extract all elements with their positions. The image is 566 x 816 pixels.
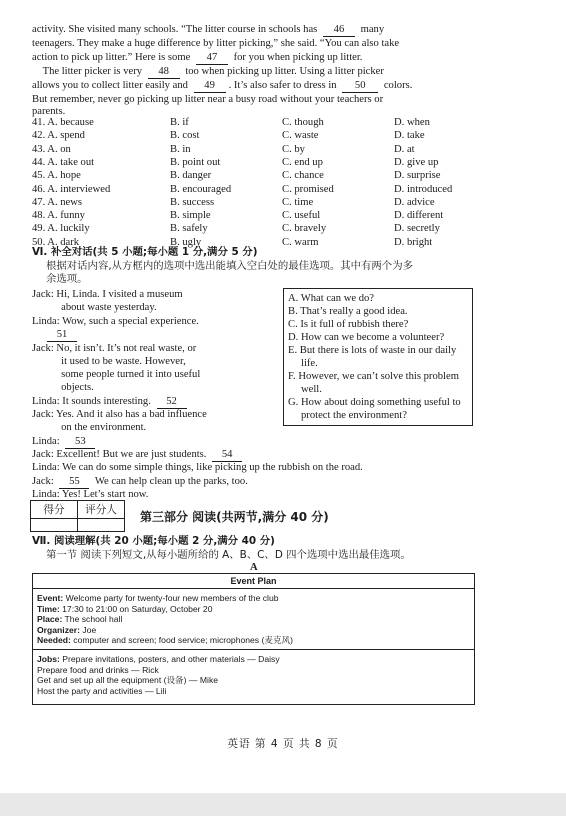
passage-line: allows you to collect litter easily and 49 . It’s also safer to dress in 50 colors. (32, 80, 413, 91)
option-row-47: 47. A. news (32, 196, 83, 208)
option-row-41: 41. A. because (32, 117, 94, 128)
choice-F: F. However, we can’t solve this problem (288, 371, 459, 382)
option-row-46: 46. A. interviewed (32, 183, 111, 195)
time-label: Time: (37, 603, 60, 614)
option-row-50: 50. A. dark (32, 236, 80, 248)
needed-value: computer and screen; food service; microphones (麦克风) (70, 635, 294, 646)
job-1: Prepare invitations, posters, and other materials — Daisy (59, 653, 280, 664)
place-value: The school hall (62, 614, 123, 625)
blank-53: 53 (65, 435, 95, 449)
organizer-row (37, 625, 470, 636)
choices-box (283, 288, 473, 426)
score-cell (31, 519, 78, 532)
option-row-49: 49. A. luckily (32, 223, 90, 235)
dialogue-line (44, 328, 80, 342)
dialogue-line: about waste yesterday. (32, 302, 157, 313)
dialogue-line: Linda: We can do some simple things, like picking up the rubbish on the road. (32, 462, 363, 473)
passage-line: action to pick up litter.” Here is some 47 for you when picking up litter. (32, 52, 363, 63)
option-c: C. chance (282, 170, 324, 182)
option-b: B. ugly (170, 236, 202, 248)
option-d: D. give up (394, 156, 439, 168)
blank-55: 55 (59, 475, 89, 489)
option-c: C. warm (282, 236, 319, 248)
dialogue-line: Jack: Yes. And it also has a bad influence (32, 409, 207, 420)
option-b: B. safely (170, 223, 208, 235)
option-row-44: 44. A. take out (32, 156, 95, 168)
needed-label: Needed: (37, 635, 71, 646)
needed-row (37, 635, 470, 646)
part-3-heading: 第三部分 阅读(共两节,满分 40 分) (140, 510, 329, 524)
passage-line: The litter picker is very 48 too when picking up litter. Using a litter picker (32, 66, 384, 77)
passage-line: activity. She visited many schools. “The litter course in schools has 46 many (32, 24, 385, 35)
place-label: Place: (37, 614, 63, 625)
blank-51: 51 (47, 328, 77, 342)
dialogue-line: Linda: Wow, such a special experience. (32, 316, 199, 327)
scan-edge (0, 793, 566, 816)
section-6-instruction-cont: 余选项。 (46, 273, 88, 285)
option-d: D. secretly (394, 223, 440, 235)
blank-47: 47 (196, 51, 228, 65)
passage-line: teenagers. They make a huge difference by litter picking,” she said. “You can also take (32, 38, 400, 49)
option-d: D. advice (394, 196, 435, 208)
section-7-instruction: 第一节 阅读下列短文,从每小题所给的 A、B、C、D 四个选项中选出最佳选项。 (46, 549, 411, 561)
choice-G: G. How about doing something useful to (288, 397, 461, 408)
dialogue-line: some people turned it into useful (32, 369, 201, 380)
option-b: B. danger (170, 170, 212, 182)
option-row-45: 45. A. hope (32, 170, 81, 182)
passage-letter: A (250, 562, 258, 573)
option-d: D. introduced (394, 183, 453, 195)
job-4: Host the party and activities — Lili (37, 685, 167, 696)
event-plan-table (32, 573, 475, 705)
dialogue-line: Jack: No, it isn’t. It’s not real waste, or (32, 343, 197, 354)
option-b: B. if (170, 117, 189, 128)
option-b: B. simple (170, 210, 211, 222)
choice-E: E. But there is lots of waste in our daily (288, 345, 457, 356)
dialogue-line: Jack: 55 We can help clean up the parks, too. (32, 476, 248, 487)
place-row (37, 614, 470, 625)
choice-G-cont: protect the environment? (301, 410, 407, 421)
blank-48: 48 (148, 65, 180, 79)
option-d: D. take (394, 130, 425, 142)
section-6-heading: Ⅵ. 补全对话(共 5 小题;每小题 1 分,满分 5 分) (32, 246, 258, 258)
option-c: C. though (282, 117, 324, 128)
choice-E-cont: life. (301, 358, 318, 369)
choice-A: A. What can we do? (288, 293, 374, 304)
score-box (30, 500, 125, 532)
option-c: C. waste (282, 130, 319, 142)
blank-54: 54 (212, 448, 242, 462)
dialogue-line: Jack: Excellent! But we are just students. 54 (32, 448, 245, 462)
option-b: B. in (170, 143, 191, 155)
option-d: D. bright (394, 236, 433, 248)
event-row (37, 593, 470, 604)
section-7-heading: Ⅶ. 阅读理解(共 20 小题;每小题 2 分,满分 40 分) (32, 535, 275, 547)
grader-cell (78, 519, 125, 532)
option-b: B. encouraged (170, 183, 232, 195)
passage-line: parents. (32, 106, 66, 117)
blank-46: 46 (323, 23, 355, 37)
option-row-43: 43. A. on (32, 143, 71, 155)
option-d: D. when (394, 117, 430, 128)
dialogue-line: Jack: Hi, Linda. I visited a museum (32, 289, 183, 300)
option-c: C. by (282, 143, 305, 155)
job-2: Prepare food and drinks — Rick (37, 664, 159, 675)
time-value: 17:30 to 21:00 on Saturday, October 20 (59, 603, 213, 614)
option-c: C. promised (282, 183, 334, 195)
dialogue-line: Linda: It sounds interesting. 52 (32, 395, 190, 409)
blank-50: 50 (342, 79, 378, 93)
dialogue-line: it used to be waste. However, (32, 356, 186, 367)
blank-49: 49 (194, 79, 226, 93)
option-c: C. end up (282, 156, 323, 168)
event-label: Event: (37, 593, 64, 603)
option-c: C. time (282, 196, 314, 208)
dialogue-line: on the environment. (32, 422, 147, 433)
score-label: 得分 (31, 501, 78, 519)
option-c: C. useful (282, 210, 321, 222)
choice-D: D. How can we become a volunteer? (288, 332, 445, 343)
grader-label: 评分人 (78, 501, 125, 519)
choice-C: C. Is it full of rubbish there? (288, 319, 409, 330)
page-footer: 英语 第 4 页 共 8 页 (227, 738, 339, 750)
dialogue-line: Linda: 53 (32, 435, 98, 449)
dialogue-line: Linda: Yes! Let’s start now. (32, 489, 149, 500)
jobs-label: Jobs: (37, 653, 60, 664)
jobs-row (37, 654, 470, 665)
organizer-label: Organizer: (37, 624, 80, 635)
option-b: B. success (170, 196, 215, 208)
event-value: Welcome party for twenty-four new members of the club (63, 593, 279, 603)
choice-F-cont: well. (301, 384, 322, 395)
event-plan-title: Event Plan (33, 574, 474, 589)
passage-line: But remember, never go picking up litter near a busy road without your teachers or (32, 94, 384, 105)
option-c: C. bravely (282, 223, 327, 235)
option-d: D. surprise (394, 170, 441, 182)
option-row-42: 42. A. spend (32, 130, 85, 142)
section-6-instruction: 根据对话内容,从方框内的选项中选出能填入空白处的最佳选项。其中有两个为多 (46, 260, 413, 272)
option-b: B. point out (170, 156, 221, 168)
option-d: D. at (394, 143, 415, 155)
job-3: Get and set up all the equipment (设备) — Mike (37, 675, 219, 686)
choice-B: B. That’s really a good idea. (288, 306, 408, 317)
organizer-value: Joe (79, 624, 97, 635)
option-b: B. cost (170, 130, 200, 142)
option-d: D. different (394, 210, 444, 222)
option-row-48: 48. A. funny (32, 210, 85, 222)
time-row (37, 604, 470, 615)
dialogue-line: objects. (32, 382, 94, 393)
blank-52: 52 (157, 395, 187, 409)
